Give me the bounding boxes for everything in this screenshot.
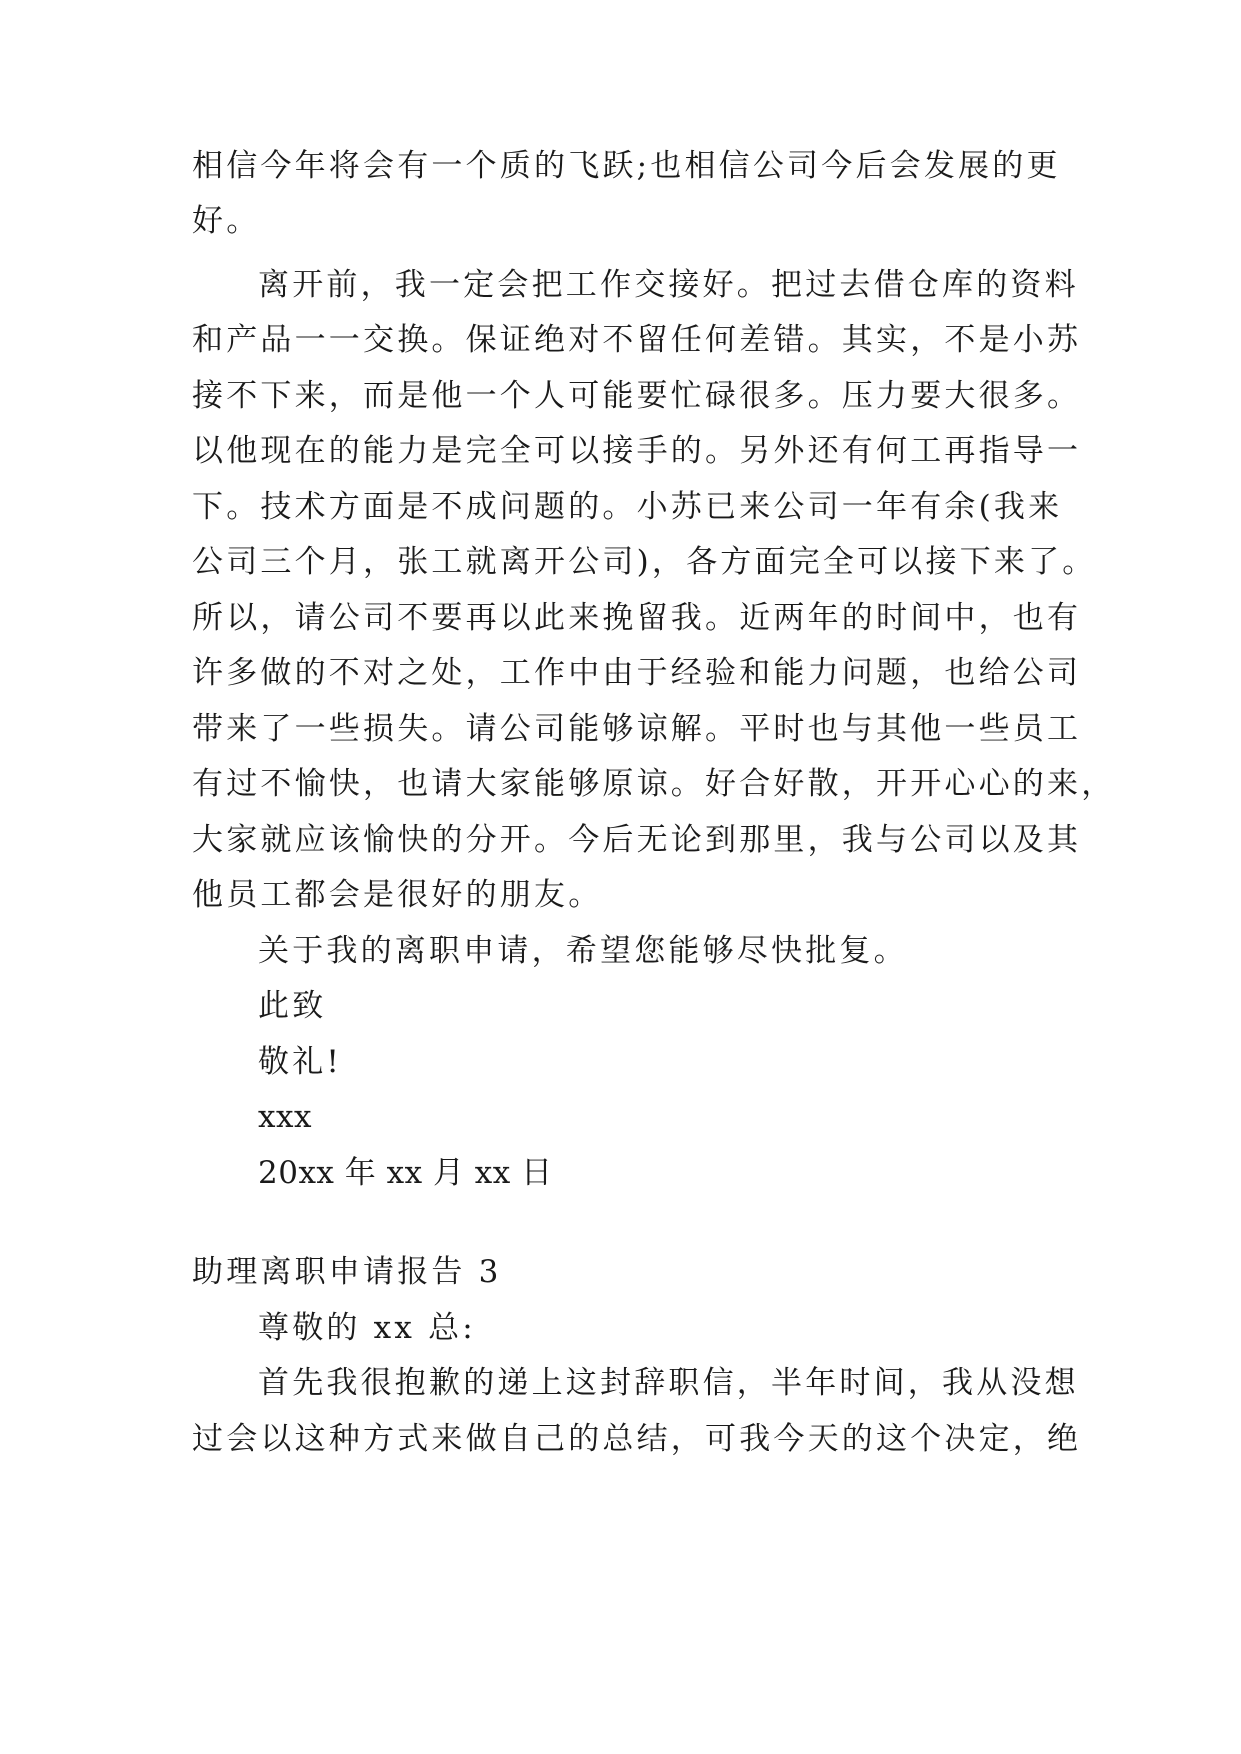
text-line: 和产品一一交换。保证绝对不留任何差错。其实，不是小苏 xyxy=(192,322,1082,358)
text-line: 好。 xyxy=(192,203,261,239)
text-line: 大家就应该愉快的分开。今后无论到那里，我与公司以及其 xyxy=(192,822,1082,858)
signature-date: 20xx 年 xx 月 xx 日 xyxy=(258,1155,553,1191)
signature-name: xxx xyxy=(258,1099,312,1135)
text-line: 他员工都会是很好的朋友。 xyxy=(192,877,603,913)
text-line: 所以，请公司不要再以此来挽留我。近两年的时间中，也有 xyxy=(192,600,1082,636)
text-line: 公司三个月，张工就离开公司)，各方面完全可以接下来了。 xyxy=(192,544,1097,580)
text-line: 许多做的不对之处，工作中由于经验和能力问题，也给公司 xyxy=(192,655,1082,691)
text-line: 过会以这种方式来做自己的总结，可我今天的这个决定，绝 xyxy=(192,1421,1082,1457)
text-line: 有过不愉快，也请大家能够原谅。好合好散，开开心心的来， xyxy=(192,766,1116,802)
letter-greeting: 尊敬的 xx 总: xyxy=(258,1310,476,1346)
text-line: 相信今年将会有一个质的飞跃;也相信公司今后会发展的更 xyxy=(192,148,1061,184)
text-line: 以他现在的能力是完全可以接手的。另外还有何工再指导一 xyxy=(192,433,1082,469)
text-line: 接不下来，而是他一个人可能要忙碌很多。压力要大很多。 xyxy=(192,378,1082,414)
text-line: 带来了一些损失。请公司能够谅解。平时也与其他一些员工 xyxy=(192,711,1082,747)
request-line: 关于我的离职申请，希望您能够尽快批复。 xyxy=(258,933,908,969)
paragraph-first-line: 首先我很抱歉的递上这封辞职信，半年时间，我从没想 xyxy=(258,1365,1079,1401)
section-heading: 助理离职申请报告 3 xyxy=(192,1254,502,1290)
closing-salutation: 此致 xyxy=(258,988,327,1024)
paragraph-first-line: 离开前，我一定会把工作交接好。把过去借仓库的资料 xyxy=(258,267,1079,303)
closing-regards: 敬礼! xyxy=(258,1044,343,1080)
text-line: 下。技术方面是不成问题的。小苏已来公司一年有余(我来 xyxy=(192,489,1063,525)
